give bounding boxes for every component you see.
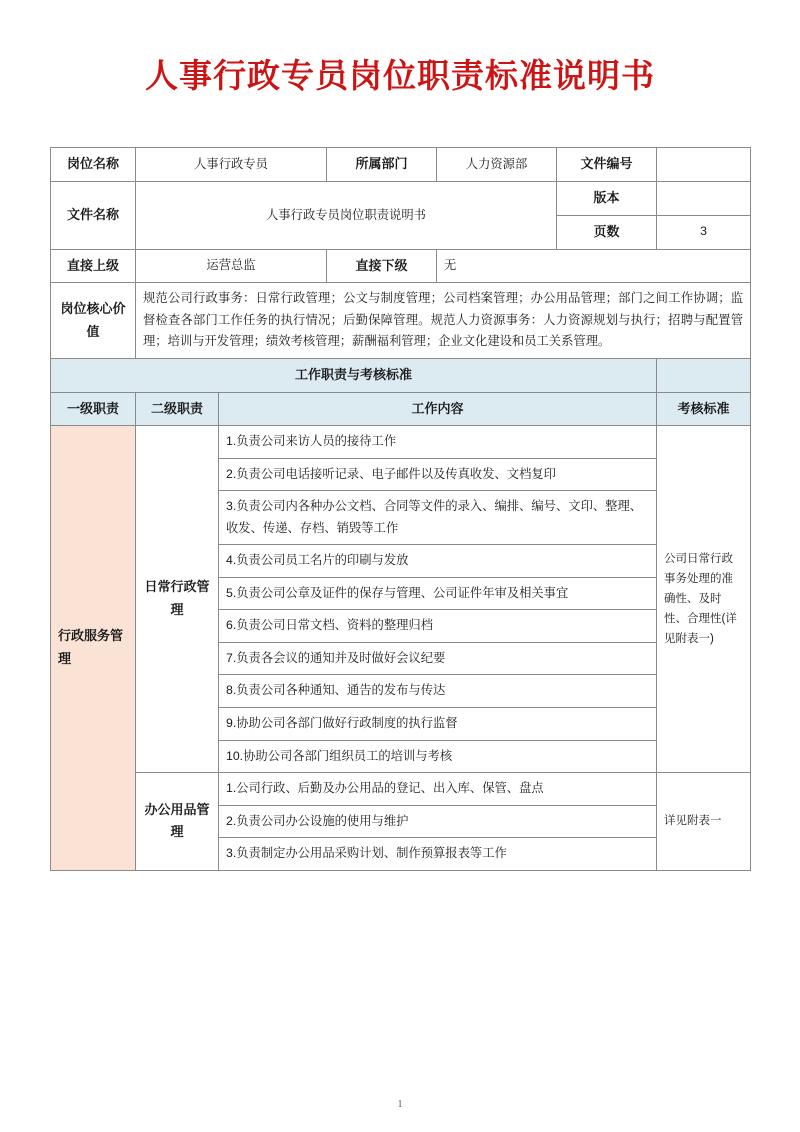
value-page-count: 3 [657, 215, 751, 249]
duty-item: 2.负责公司电话接听记录、电子邮件以及传真收发、文档复印 [219, 458, 657, 491]
column-header-content: 工作内容 [219, 392, 657, 426]
column-header-level2: 二级职责 [136, 392, 219, 426]
value-direct-superior: 运营总监 [136, 249, 327, 283]
duty-item: 6.负责公司日常文档、资料的整理归档 [219, 610, 657, 643]
duty-item: 8.负责公司各种通知、通告的发布与传达 [219, 675, 657, 708]
value-direct-subordinate: 无 [437, 249, 751, 283]
value-version [657, 182, 751, 216]
page-title: 人事行政专员岗位职责标准说明书 [145, 57, 655, 94]
duty-item: 2.负责公司办公设施的使用与维护 [219, 805, 657, 838]
value-core-value: 规范公司行政事务：日常行政管理；公文与制度管理；公司档案管理；办公用品管理；部门之间工作协调；监督检查各部门工作任务的执行情况；后勤保障管理。规范人力资源事务：人力资源规划与执行；招聘与配置管理；培训与开发管理；绩效考核管理；薪酬福利管理；企业文化建设和员工关系管理。 [136, 283, 751, 359]
value-department: 人力资源部 [437, 148, 557, 182]
label-direct-superior: 直接上级 [51, 249, 136, 283]
value-document-name: 人事行政专员岗位职责说明书 [136, 182, 557, 250]
duty-section-banner-spacer [657, 358, 751, 392]
main-table-container [50, 94, 750, 870]
duty-category-level1: 行政服务管理 [51, 426, 136, 870]
table-row-duty-section-banner [51, 358, 751, 392]
label-department: 所属部门 [327, 148, 437, 182]
duty-item: 4.负责公司员工名片的印刷与发放 [219, 545, 657, 578]
label-version: 版本 [557, 182, 657, 216]
label-position-name: 岗位名称 [51, 148, 136, 182]
table-row-reporting-line [51, 249, 751, 283]
value-position-name: 人事行政专员 [136, 148, 327, 182]
duty-item: 1.负责公司来访人员的接待工作 [219, 426, 657, 459]
duty-item: 3.负责公司内各种办公文档、合同等文件的录入、编排、编号、文印、整理、收发、传递、存档、销毁等工作 [219, 491, 657, 545]
duty-item: 1.公司行政、后勤及办公用品的登记、出入库、保管、盘点 [219, 773, 657, 806]
table-row-position-info [51, 148, 751, 182]
label-direct-subordinate: 直接下级 [327, 249, 437, 283]
label-document-number: 文件编号 [557, 148, 657, 182]
label-core-value: 岗位核心价值 [51, 283, 136, 359]
column-header-level1: 一级职责 [51, 392, 136, 426]
duty-item: 9.协助公司各部门做好行政制度的执行监督 [219, 707, 657, 740]
table-row-duty-column-headers [51, 392, 751, 426]
column-header-criteria: 考核标准 [657, 392, 751, 426]
duty-item: 3.负责制定办公用品采购计划、制作预算报表等工作 [219, 838, 657, 871]
table-row [51, 773, 751, 806]
duty-criteria-1: 详见附表一 [657, 773, 751, 871]
label-document-name: 文件名称 [51, 182, 136, 250]
duty-item: 5.负责公司公章及证件的保存与管理、公司证件年审及相关事宜 [219, 577, 657, 610]
value-document-number [657, 148, 751, 182]
duty-section-title: 工作职责与考核标准 [51, 358, 657, 392]
page-number: 1 [397, 1099, 403, 1110]
table-row-core-value [51, 283, 751, 359]
duty-group-name-0: 日常行政管理 [136, 426, 219, 773]
table-row-document-name [51, 182, 751, 216]
duty-criteria-0: 公司日常行政事务处理的准确性、及时性、合理性(详见附表一) [657, 426, 751, 773]
job-description-table [50, 147, 751, 870]
label-page-count: 页数 [557, 215, 657, 249]
table-row [51, 426, 751, 459]
duty-item: 10.协助公司各部门组织员工的培训与考核 [219, 740, 657, 773]
duty-item: 7.负责各会议的通知并及时做好会议纪要 [219, 642, 657, 675]
duty-group-name-1: 办公用品管理 [136, 773, 219, 871]
